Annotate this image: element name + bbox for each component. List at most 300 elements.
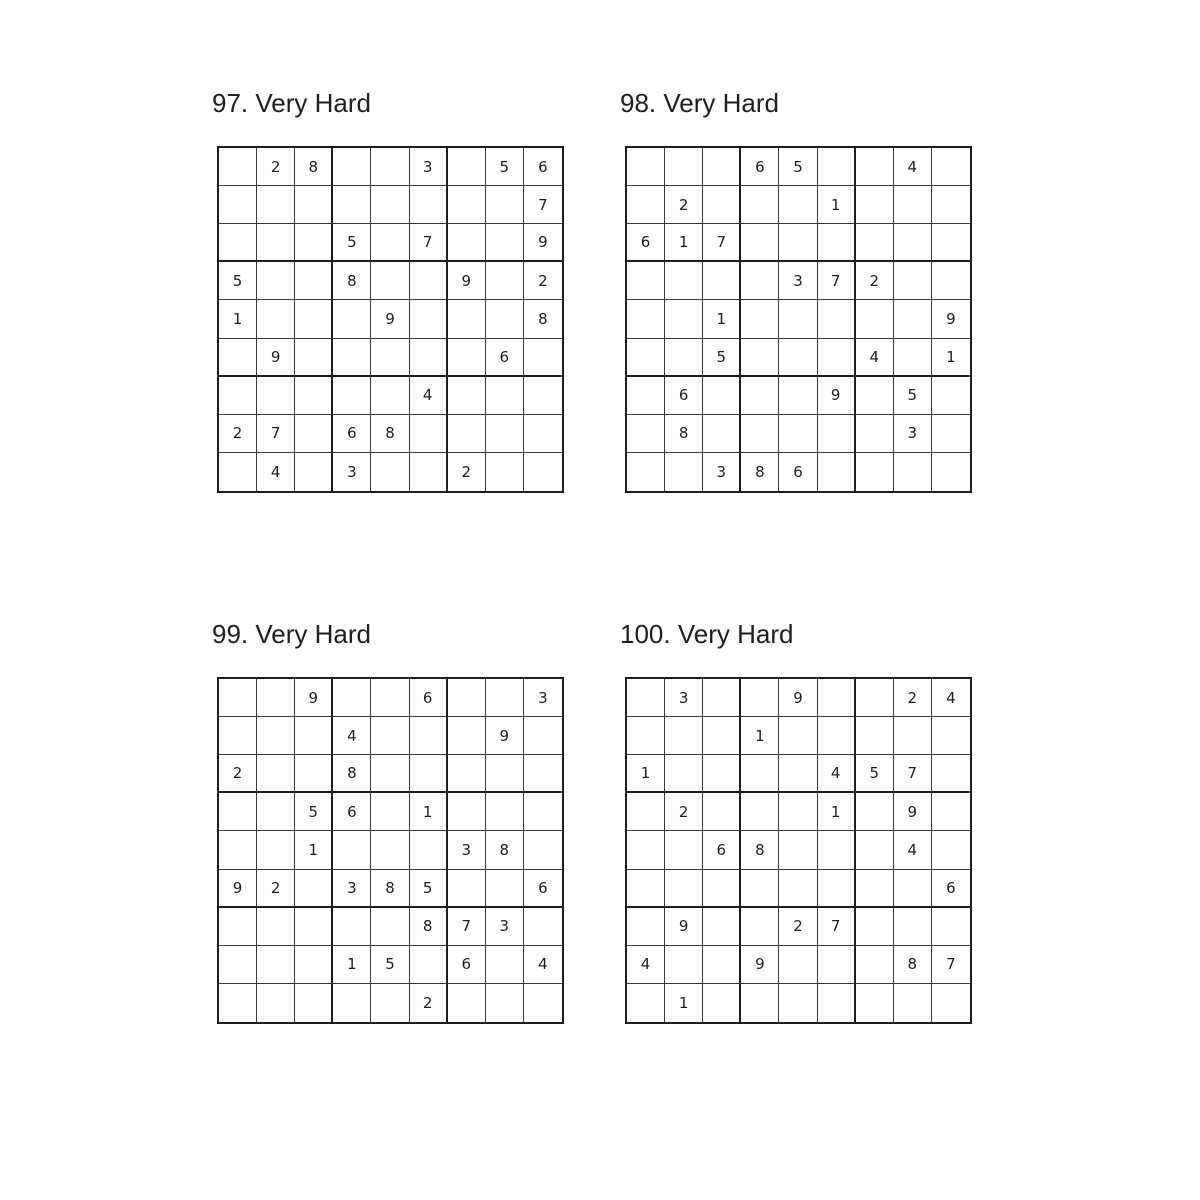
empty-cell <box>371 679 409 717</box>
empty-cell <box>932 717 970 755</box>
empty-cell <box>932 186 970 224</box>
empty-cell <box>219 793 257 831</box>
empty-cell <box>703 984 741 1022</box>
empty-cell <box>818 224 856 262</box>
empty-cell <box>448 870 486 908</box>
empty-cell <box>371 262 409 300</box>
empty-cell <box>741 339 779 377</box>
empty-cell <box>779 793 817 831</box>
empty-cell <box>779 224 817 262</box>
empty-cell <box>524 453 562 491</box>
empty-cell <box>665 453 703 491</box>
empty-cell <box>295 186 333 224</box>
empty-cell <box>741 793 779 831</box>
empty-cell <box>371 148 409 186</box>
empty-cell <box>524 831 562 869</box>
empty-cell <box>818 831 856 869</box>
empty-cell <box>627 984 665 1022</box>
empty-cell <box>295 870 333 908</box>
empty-cell <box>371 717 409 755</box>
empty-cell <box>627 453 665 491</box>
empty-cell <box>219 224 257 262</box>
empty-cell <box>524 793 562 831</box>
empty-cell <box>894 717 932 755</box>
empty-cell <box>486 262 524 300</box>
empty-cell <box>257 262 295 300</box>
empty-cell <box>486 186 524 224</box>
given-cell: 6 <box>741 148 779 186</box>
given-cell: 5 <box>779 148 817 186</box>
empty-cell <box>703 717 741 755</box>
given-cell: 3 <box>894 415 932 453</box>
empty-cell <box>627 262 665 300</box>
given-cell: 3 <box>333 453 371 491</box>
empty-cell <box>818 679 856 717</box>
given-cell: 6 <box>627 224 665 262</box>
given-cell: 3 <box>410 148 448 186</box>
given-cell: 6 <box>333 415 371 453</box>
sudoku-grid <box>217 146 564 493</box>
empty-cell <box>703 870 741 908</box>
given-cell: 4 <box>856 339 894 377</box>
empty-cell <box>219 717 257 755</box>
empty-cell <box>741 377 779 415</box>
empty-cell <box>856 377 894 415</box>
empty-cell <box>448 793 486 831</box>
empty-cell <box>333 186 371 224</box>
empty-cell <box>627 908 665 946</box>
empty-cell <box>703 908 741 946</box>
puzzle-title: 98. Very Hard <box>620 88 779 118</box>
empty-cell <box>932 793 970 831</box>
given-cell: 4 <box>524 946 562 984</box>
empty-cell <box>448 224 486 262</box>
empty-cell <box>371 908 409 946</box>
empty-cell <box>856 793 894 831</box>
empty-cell <box>410 453 448 491</box>
given-cell: 3 <box>448 831 486 869</box>
given-cell: 8 <box>371 870 409 908</box>
empty-cell <box>703 148 741 186</box>
empty-cell <box>257 377 295 415</box>
given-cell: 6 <box>932 870 970 908</box>
given-cell: 5 <box>894 377 932 415</box>
empty-cell <box>627 415 665 453</box>
empty-cell <box>703 262 741 300</box>
given-cell: 3 <box>703 453 741 491</box>
empty-cell <box>818 415 856 453</box>
empty-cell <box>524 717 562 755</box>
given-cell: 2 <box>219 415 257 453</box>
empty-cell <box>448 984 486 1022</box>
empty-cell <box>779 717 817 755</box>
empty-cell <box>410 717 448 755</box>
empty-cell <box>779 339 817 377</box>
given-cell: 2 <box>524 262 562 300</box>
given-cell: 4 <box>894 148 932 186</box>
empty-cell <box>219 377 257 415</box>
given-cell: 2 <box>779 908 817 946</box>
empty-cell <box>932 377 970 415</box>
empty-cell <box>257 186 295 224</box>
empty-cell <box>486 946 524 984</box>
given-cell: 1 <box>665 224 703 262</box>
given-cell: 1 <box>932 339 970 377</box>
empty-cell <box>295 377 333 415</box>
empty-cell <box>219 946 257 984</box>
empty-cell <box>295 339 333 377</box>
given-cell: 1 <box>410 793 448 831</box>
empty-cell <box>703 793 741 831</box>
empty-cell <box>818 300 856 338</box>
given-cell: 8 <box>741 831 779 869</box>
empty-cell <box>486 793 524 831</box>
empty-cell <box>257 224 295 262</box>
empty-cell <box>257 300 295 338</box>
sudoku-grid <box>217 677 564 1024</box>
given-cell: 1 <box>741 717 779 755</box>
given-cell: 6 <box>524 870 562 908</box>
empty-cell <box>410 755 448 793</box>
given-cell: 4 <box>894 831 932 869</box>
given-cell: 8 <box>894 946 932 984</box>
given-cell: 7 <box>524 186 562 224</box>
empty-cell <box>627 717 665 755</box>
empty-cell <box>627 870 665 908</box>
empty-cell <box>295 755 333 793</box>
empty-cell <box>295 224 333 262</box>
empty-cell <box>448 148 486 186</box>
given-cell: 8 <box>410 908 448 946</box>
given-cell: 5 <box>219 262 257 300</box>
empty-cell <box>627 300 665 338</box>
given-cell: 8 <box>295 148 333 186</box>
given-cell: 8 <box>665 415 703 453</box>
given-cell: 5 <box>410 870 448 908</box>
empty-cell <box>448 300 486 338</box>
empty-cell <box>295 717 333 755</box>
empty-cell <box>818 946 856 984</box>
given-cell: 6 <box>665 377 703 415</box>
empty-cell <box>333 831 371 869</box>
given-cell: 1 <box>333 946 371 984</box>
empty-cell <box>894 186 932 224</box>
empty-cell <box>486 300 524 338</box>
empty-cell <box>295 908 333 946</box>
given-cell: 4 <box>257 453 295 491</box>
empty-cell <box>894 300 932 338</box>
given-cell: 5 <box>856 755 894 793</box>
given-cell: 6 <box>703 831 741 869</box>
empty-cell <box>295 453 333 491</box>
empty-cell <box>741 908 779 946</box>
given-cell: 1 <box>818 793 856 831</box>
given-cell: 3 <box>665 679 703 717</box>
empty-cell <box>741 755 779 793</box>
empty-cell <box>257 908 295 946</box>
empty-cell <box>741 186 779 224</box>
given-cell: 2 <box>448 453 486 491</box>
empty-cell <box>665 148 703 186</box>
empty-cell <box>665 262 703 300</box>
empty-cell <box>257 755 295 793</box>
sudoku-grid <box>625 677 972 1024</box>
empty-cell <box>486 984 524 1022</box>
empty-cell <box>371 793 409 831</box>
empty-cell <box>779 377 817 415</box>
empty-cell <box>486 453 524 491</box>
empty-cell <box>894 262 932 300</box>
empty-cell <box>333 377 371 415</box>
given-cell: 5 <box>486 148 524 186</box>
empty-cell <box>333 984 371 1022</box>
empty-cell <box>371 831 409 869</box>
given-cell: 8 <box>524 300 562 338</box>
given-cell: 5 <box>333 224 371 262</box>
given-cell: 2 <box>856 262 894 300</box>
empty-cell <box>371 186 409 224</box>
given-cell: 1 <box>219 300 257 338</box>
given-cell: 9 <box>741 946 779 984</box>
empty-cell <box>295 415 333 453</box>
given-cell: 9 <box>448 262 486 300</box>
given-cell: 1 <box>295 831 333 869</box>
given-cell: 6 <box>779 453 817 491</box>
empty-cell <box>741 415 779 453</box>
given-cell: 7 <box>703 224 741 262</box>
empty-cell <box>779 870 817 908</box>
empty-cell <box>894 870 932 908</box>
given-cell: 1 <box>703 300 741 338</box>
empty-cell <box>410 186 448 224</box>
empty-cell <box>295 984 333 1022</box>
given-cell: 4 <box>932 679 970 717</box>
given-cell: 2 <box>665 186 703 224</box>
given-cell: 5 <box>295 793 333 831</box>
empty-cell <box>932 262 970 300</box>
empty-cell <box>665 300 703 338</box>
empty-cell <box>371 224 409 262</box>
empty-cell <box>665 831 703 869</box>
given-cell: 8 <box>333 755 371 793</box>
puzzle-title: 100. Very Hard <box>620 619 794 649</box>
given-cell: 9 <box>932 300 970 338</box>
empty-cell <box>257 984 295 1022</box>
empty-cell <box>932 148 970 186</box>
empty-cell <box>333 300 371 338</box>
empty-cell <box>219 908 257 946</box>
empty-cell <box>410 339 448 377</box>
empty-cell <box>779 300 817 338</box>
empty-cell <box>257 831 295 869</box>
empty-cell <box>524 908 562 946</box>
given-cell: 7 <box>448 908 486 946</box>
given-cell: 8 <box>371 415 409 453</box>
empty-cell <box>932 453 970 491</box>
empty-cell <box>219 186 257 224</box>
given-cell: 9 <box>818 377 856 415</box>
given-cell: 7 <box>894 755 932 793</box>
empty-cell <box>524 755 562 793</box>
given-cell: 3 <box>524 679 562 717</box>
empty-cell <box>894 453 932 491</box>
empty-cell <box>818 148 856 186</box>
empty-cell <box>524 377 562 415</box>
empty-cell <box>856 224 894 262</box>
given-cell: 9 <box>779 679 817 717</box>
given-cell: 7 <box>257 415 295 453</box>
empty-cell <box>448 339 486 377</box>
empty-cell <box>627 186 665 224</box>
empty-cell <box>856 908 894 946</box>
empty-cell <box>371 755 409 793</box>
empty-cell <box>894 908 932 946</box>
empty-cell <box>333 679 371 717</box>
empty-cell <box>371 339 409 377</box>
given-cell: 4 <box>410 377 448 415</box>
given-cell: 9 <box>894 793 932 831</box>
empty-cell <box>894 984 932 1022</box>
empty-cell <box>741 984 779 1022</box>
empty-cell <box>779 984 817 1022</box>
empty-cell <box>486 755 524 793</box>
empty-cell <box>779 755 817 793</box>
empty-cell <box>410 415 448 453</box>
empty-cell <box>856 717 894 755</box>
empty-cell <box>410 262 448 300</box>
empty-cell <box>219 148 257 186</box>
empty-cell <box>627 831 665 869</box>
empty-cell <box>856 679 894 717</box>
given-cell: 1 <box>627 755 665 793</box>
given-cell: 2 <box>894 679 932 717</box>
empty-cell <box>627 148 665 186</box>
empty-cell <box>257 946 295 984</box>
empty-cell <box>219 453 257 491</box>
empty-cell <box>779 186 817 224</box>
empty-cell <box>856 984 894 1022</box>
given-cell: 9 <box>295 679 333 717</box>
empty-cell <box>524 415 562 453</box>
empty-cell <box>741 870 779 908</box>
empty-cell <box>932 831 970 869</box>
given-cell: 1 <box>665 984 703 1022</box>
given-cell: 7 <box>818 262 856 300</box>
empty-cell <box>410 300 448 338</box>
empty-cell <box>295 300 333 338</box>
empty-cell <box>486 377 524 415</box>
empty-cell <box>665 755 703 793</box>
empty-cell <box>703 377 741 415</box>
given-cell: 9 <box>665 908 703 946</box>
puzzle-title: 97. Very Hard <box>212 88 371 118</box>
empty-cell <box>486 415 524 453</box>
given-cell: 7 <box>932 946 970 984</box>
given-cell: 6 <box>448 946 486 984</box>
empty-cell <box>703 946 741 984</box>
given-cell: 2 <box>219 755 257 793</box>
empty-cell <box>741 262 779 300</box>
empty-cell <box>219 339 257 377</box>
empty-cell <box>818 453 856 491</box>
empty-cell <box>856 186 894 224</box>
empty-cell <box>894 339 932 377</box>
empty-cell <box>779 415 817 453</box>
empty-cell <box>856 453 894 491</box>
empty-cell <box>856 831 894 869</box>
empty-cell <box>703 679 741 717</box>
empty-cell <box>295 262 333 300</box>
given-cell: 4 <box>333 717 371 755</box>
empty-cell <box>856 870 894 908</box>
given-cell: 9 <box>486 717 524 755</box>
given-cell: 1 <box>818 186 856 224</box>
given-cell: 9 <box>219 870 257 908</box>
puzzle-title: 99. Very Hard <box>212 619 371 649</box>
empty-cell <box>818 870 856 908</box>
given-cell: 6 <box>524 148 562 186</box>
empty-cell <box>448 755 486 793</box>
given-cell: 8 <box>741 453 779 491</box>
empty-cell <box>486 679 524 717</box>
empty-cell <box>524 339 562 377</box>
given-cell: 9 <box>524 224 562 262</box>
given-cell: 4 <box>818 755 856 793</box>
empty-cell <box>779 946 817 984</box>
given-cell: 8 <box>486 831 524 869</box>
given-cell: 2 <box>665 793 703 831</box>
empty-cell <box>257 717 295 755</box>
given-cell: 5 <box>371 946 409 984</box>
empty-cell <box>932 908 970 946</box>
empty-cell <box>741 224 779 262</box>
given-cell: 2 <box>257 870 295 908</box>
empty-cell <box>371 377 409 415</box>
empty-cell <box>627 793 665 831</box>
given-cell: 4 <box>627 946 665 984</box>
empty-cell <box>410 831 448 869</box>
given-cell: 7 <box>410 224 448 262</box>
empty-cell <box>665 339 703 377</box>
empty-cell <box>627 679 665 717</box>
empty-cell <box>665 946 703 984</box>
given-cell: 3 <box>333 870 371 908</box>
empty-cell <box>703 186 741 224</box>
given-cell: 9 <box>371 300 409 338</box>
empty-cell <box>486 224 524 262</box>
given-cell: 2 <box>257 148 295 186</box>
empty-cell <box>448 377 486 415</box>
given-cell: 6 <box>410 679 448 717</box>
empty-cell <box>333 148 371 186</box>
empty-cell <box>257 679 295 717</box>
empty-cell <box>219 984 257 1022</box>
given-cell: 3 <box>486 908 524 946</box>
sudoku-grid <box>625 146 972 493</box>
empty-cell <box>818 984 856 1022</box>
empty-cell <box>741 300 779 338</box>
empty-cell <box>665 870 703 908</box>
empty-cell <box>856 148 894 186</box>
empty-cell <box>932 224 970 262</box>
empty-cell <box>448 186 486 224</box>
empty-cell <box>627 377 665 415</box>
empty-cell <box>932 415 970 453</box>
empty-cell <box>371 453 409 491</box>
empty-cell <box>627 339 665 377</box>
empty-cell <box>665 717 703 755</box>
empty-cell <box>333 339 371 377</box>
